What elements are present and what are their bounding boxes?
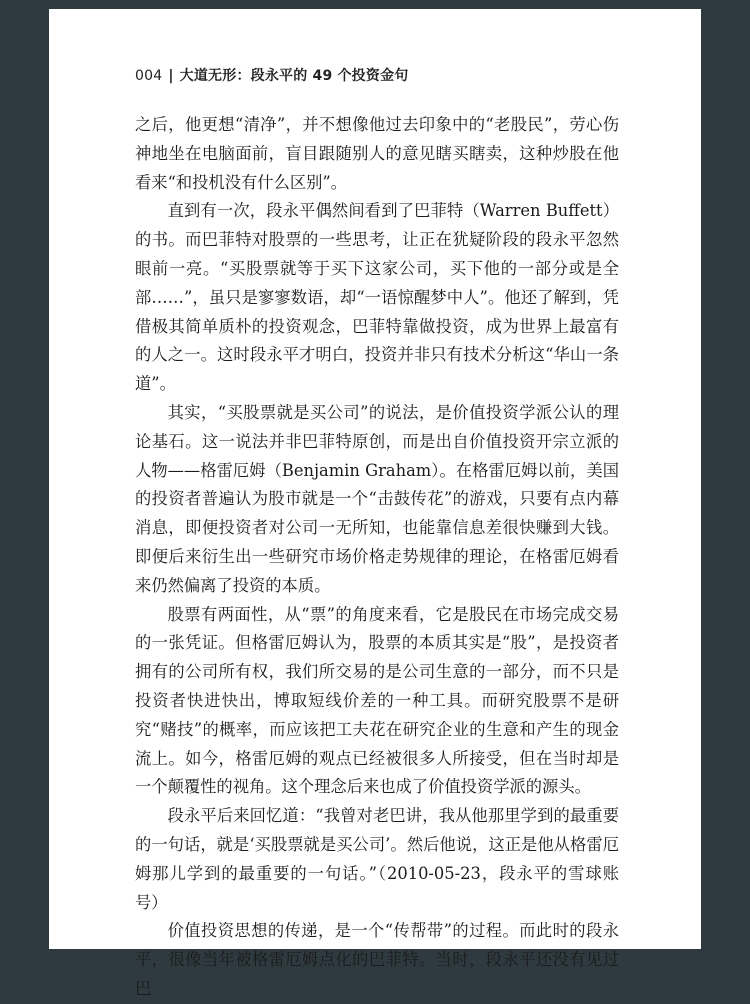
paragraph: 其实，“买股票就是买公司”的说法，是价值投资学派公认的理论基石。这一说法并非巴菲特原创，而是出自价值投资开宗立派的人物——格雷厄姆（Benjamin Graham）。在格雷厄姆以前，美国的投资者普遍认为股市就是一个“击鼓传花”的游戏，只要有点内幕消息，即便投资者对公司一无所知，也能靠信息差很快赚到大钱。即便后来衍生出一些研究市场价格走势规律的理论，在格雷厄姆看来仍然偏离了投资的本质。 — [135, 402, 619, 595]
header-separator: | — [168, 68, 174, 84]
book-title: 大道无形：段永平的 49 个投资金句 — [179, 68, 409, 84]
body-text — [135, 111, 619, 1004]
paragraph: 价值投资思想的传递，是一个“传帮带”的过程。而此时的段永平，很像当年被格雷厄姆点化的巴菲特。当时，段永平还没有见过巴 — [135, 921, 619, 998]
paragraph: 股票有两面性，从“票”的角度来看，它是股民在市场完成交易的一张凭证。但格雷厄姆认为，股票的本质其实是“股”，是投资者拥有的公司所有权，我们所交易的是公司生意的一部分，而不只是投资者快进快出，博取短线价差的一种工具。而研究股票不是研究“赌技”的概率，而应该把工夫花在研究企业的生意和产生的现金流上。如今，格雷厄姆的观点已经被很多人所接受，但在当时却是一个颠覆性的视角。这个理念后来也成了价值投资学派的源头。 — [135, 604, 619, 797]
paragraph: 直到有一次，段永平偶然间看到了巴菲特（Warren Buffett）的书。而巴菲特对股票的一些思考，让正在犹疑阶段的段永平忽然眼前一亮。“买股票就等于买下这家公司，买下他的一部分或是全部……”，虽只是寥寥数语，却“一语惊醒梦中人”。他还了解到，凭借极其简单质朴的投资观念，巴菲特靠做投资，成为世界上最富有的人之一。这时段永平才明白，投资并非只有技术分析这“华山一条道”。 — [135, 201, 619, 394]
paragraph: 段永平后来回忆道：“我曾对老巴讲，我从他那里学到的最重要的一句话，就是‘买股票就是买公司’。然后他说，这正是他从格雷厄姆那儿学到的最重要的一句话。”（2010-05-23，段永平的雪球账号） — [135, 806, 619, 912]
running-header — [135, 65, 409, 85]
page-number: 004 — [135, 68, 163, 84]
book-page — [49, 9, 701, 998]
paragraph: 之后，他更想“清净”，并不想像他过去印象中的“老股民”，劳心伤神地坐在电脑面前，盲目跟随别人的意见瞎买瞎卖，这种炒股在他看来“和投机没有什么区别”。 — [135, 115, 619, 192]
